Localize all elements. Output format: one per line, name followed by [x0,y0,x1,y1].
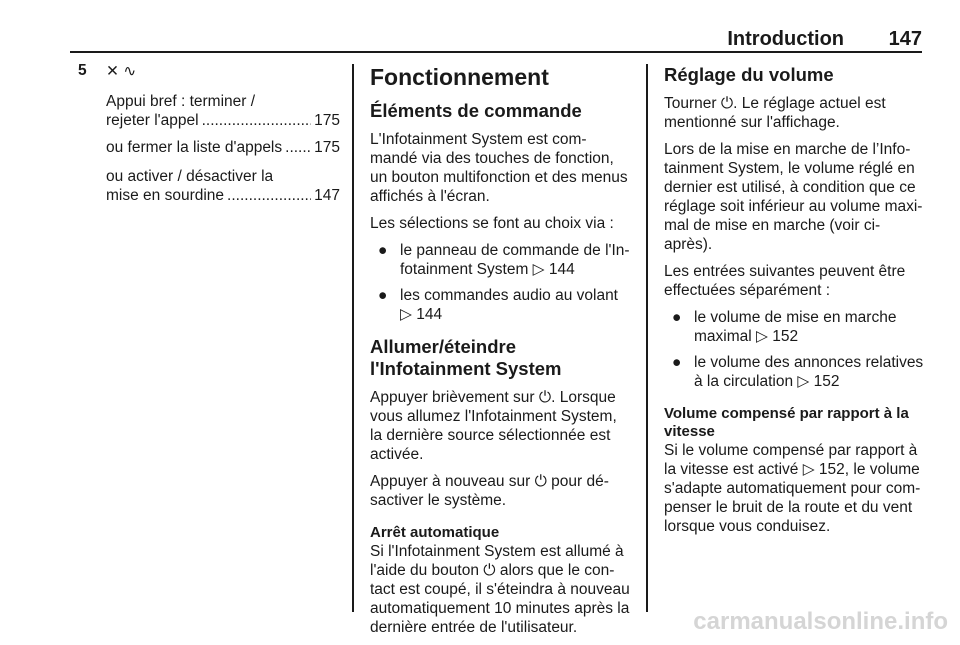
list-item: ● le volume de mise en marche maximal ▷ 152 [672,309,897,345]
toc-entry: ou activer / désactiver la mise en sourdine ..... 147 [106,167,340,205]
page-header [70,28,922,52]
column-2 [370,60,632,645]
column-1 [78,60,340,205]
header-divider [70,51,922,53]
leader-dots [285,138,311,157]
item-5-heading [78,60,340,82]
column-divider-2 [646,64,648,612]
chapter-title: Introduction [727,28,844,50]
column-3 [664,60,926,544]
paragraph: Appuyer à nouveau sur ⏻ pour dé- sactiver le système. [370,473,609,509]
subsection-heading: Réglage du volume [664,64,834,85]
paragraph: Tourner ⏻. Le réglage actuel est mentionné sur l'affichage. [664,95,886,131]
subsection-heading: Allumer/éteindre l'Infotainment System [370,336,562,379]
subsection-heading: Éléments de commande [370,100,582,121]
leader-dots [227,186,311,205]
item-number: 5 [78,62,87,79]
paragraph: Les entrées suivantes peuvent être effectuées séparément : [664,263,906,299]
toc-entry: ou fermer la liste d'appels ..... 175 [106,138,340,157]
leader-dots [202,111,312,130]
minor-heading: Arrêt automatique [370,524,500,541]
paragraph: L'Infotainment System est com- mandé via des touches de fonction, un bouton multifonction et des menus affichés à l'écran. [370,131,628,205]
item-5-entries [106,92,340,205]
watermark: carmanualsonline.info [693,608,948,635]
paragraph: Si l'Infotainment System est allumé à l'aide du bouton ⏻ alors que le con- tact est coupé, il s'éteindra à nouveau automatiquement 10 minutes après la dernière entrée de l'utilisateur. [370,543,630,636]
paragraph: Si le volume compensé par rapport à la vitesse est activé ▷ 152, le volume s'adapte automatiquement pour com- penser le bruit de la route et du vent lorsque vous conduisez. [664,442,921,535]
paragraph: Lors de la mise en marche de l’Info- tainment System, le volume réglé en dernier est utilisé, à condition que ce réglage soit inférieur au volume maxi- mal de mise en marche (voir ci- après). [664,141,923,253]
toc-entry: Appui bref : terminer / rejeter l'appel ..... 175 [106,92,340,130]
section-title: Fonctionnement [370,64,549,90]
list-item: ● le panneau de commande de l'In- fotainment System ▷ 144 [378,242,630,278]
paragraph: Les sélections se font au choix via : [370,215,614,232]
list-item: ● les commandes audio au volant ▷ 144 [378,287,618,323]
column-divider-1 [352,64,354,612]
minor-heading: Volume compensé par rapport à la vitesse [664,405,909,440]
list-item: ● le volume des annonces relatives à la circulation ▷ 152 [672,354,924,390]
phone-hangup-icon: ✕ ∿ [106,62,137,80]
page-number: 147 [888,28,922,50]
paragraph: Appuyer brièvement sur ⏻. Lorsque vous allumez l'Infotainment System, la dernière source sélectionnée est activée. [370,389,617,463]
